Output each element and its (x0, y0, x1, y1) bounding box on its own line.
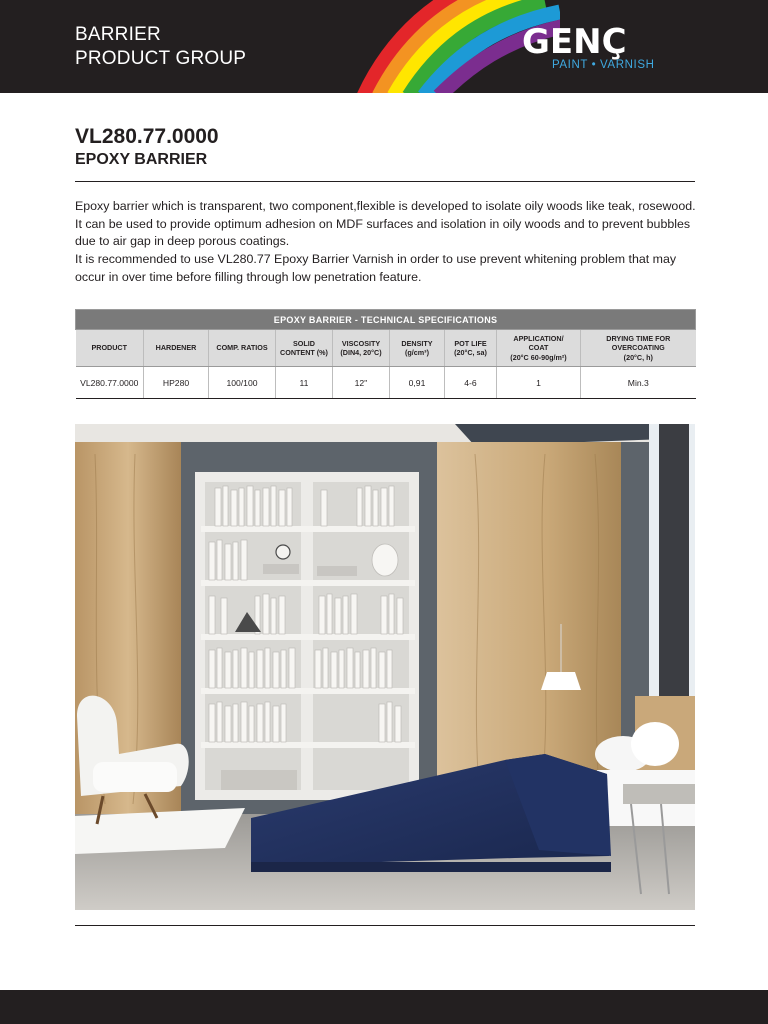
header-pot-life: POT LIFE (20°C, sa) (445, 330, 497, 367)
technical-specifications-table (75, 309, 696, 399)
stacked-plates (263, 564, 299, 574)
description-paragraph-2: It is recommended to use VL280.77 Epoxy Barrier Varnish in order to use prevent whitening problem that may occur in over time before filling through low penetration feature. (75, 252, 677, 284)
brand-name: GENÇ (522, 22, 627, 62)
side-table (623, 784, 695, 804)
header-drying-time: DRYING TIME FOR OVERCOATING (20°C, h) (581, 330, 696, 367)
title-divider (75, 181, 695, 182)
vase-object (372, 544, 398, 576)
cell-viscosity: 12'' (333, 367, 390, 399)
product-code: VL280.77.0000 (75, 125, 219, 148)
page-footer (0, 990, 768, 1024)
cell-hardener: HP280 (144, 367, 209, 399)
bedroom-interior-photo (75, 424, 695, 910)
brand-tagline: PAINT • VARNISH (552, 59, 655, 71)
cell-application-coat: 1 (497, 367, 581, 399)
product-description (75, 198, 697, 287)
table-banner-row (76, 310, 696, 330)
header-viscosity: VISCOSITY (DIN4, 20°C) (333, 330, 390, 367)
curtain (659, 424, 689, 714)
bottom-divider (75, 925, 695, 926)
rug (75, 808, 245, 854)
cell-product: VL280.77.0000 (76, 367, 144, 399)
brand-logo (522, 24, 698, 72)
header-comp-ratios: COMP. RATIOS (209, 330, 276, 367)
pillow (631, 722, 679, 766)
cell-comp-ratios: 100/100 (209, 367, 276, 399)
lamp-shade (541, 672, 581, 690)
page-header (0, 0, 768, 93)
header-density: DENSITY (g/cm³) (390, 330, 445, 367)
bookcase (195, 472, 419, 800)
title-line-2: PRODUCT GROUP (75, 48, 247, 69)
cell-pot-life: 4-6 (445, 367, 497, 399)
product-name: EPOXY BARRIER (75, 151, 208, 168)
header-application-coat: APPLICATION/ COAT (20°C 60-90g/m²) (497, 330, 581, 367)
clock-object (276, 545, 290, 559)
cell-solid-content: 11 (276, 367, 333, 399)
header-product: PRODUCT (76, 330, 144, 367)
cell-density: 0,91 (390, 367, 445, 399)
header-solid-content: SOLID CONTENT (%) (276, 330, 333, 367)
table-row (76, 367, 696, 399)
table-banner: EPOXY BARRIER - TECHNICAL SPECIFICATIONS (76, 310, 696, 330)
description-paragraph-1: Epoxy barrier which is transparent, two component,flexible is developed to isolate oily woods like teak, rosewood. It can be used to provide optimum adhesion on MDF surfaces and isolation in oily woods and to prevent bubbles due to air gap in deep porous coatings. (75, 199, 696, 249)
title-line-1: BARRIER (75, 24, 161, 45)
cell-drying-time: Min.3 (581, 367, 696, 399)
table-header-row (76, 330, 696, 367)
product-group-title (75, 23, 246, 71)
header-hardener: HARDENER (144, 330, 209, 367)
